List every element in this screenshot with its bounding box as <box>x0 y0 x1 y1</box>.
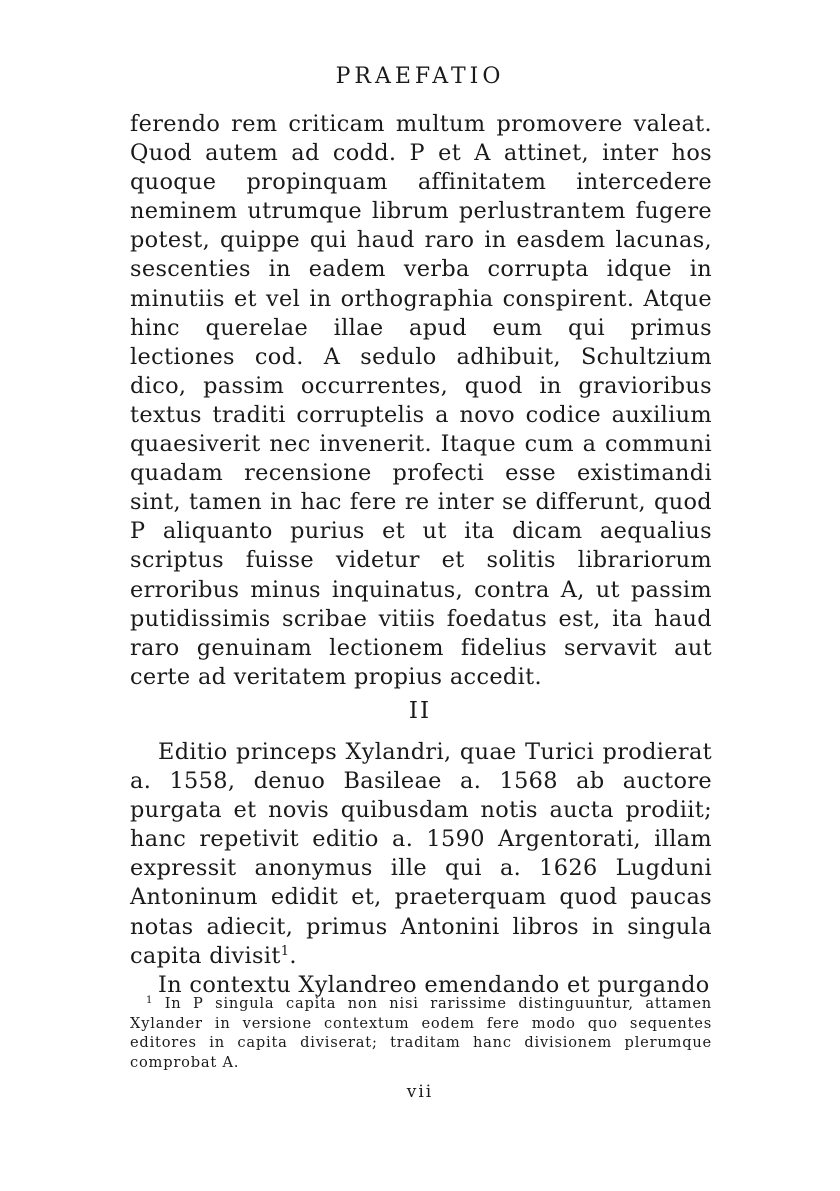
footnote <box>130 994 712 1072</box>
running-head: PRAEFATIO <box>335 64 505 89</box>
section-number: II <box>408 698 432 724</box>
editions-paragraph: Editio princeps Xylandri, quae Turici prodierat a. 1558, denuo Basileae a. 1568 ab auctore purgata et novis quibusdam notis aucta prodiit; hanc repetivit editio a. 1590 Argentorati, illam expressit anonymus ille qui a. 1626 Lugduni Antoninum edidit et, praeterquam quod paucas notas adiecit, primus Antonini libros in singula capita divisit$^1$. <box>130 739 712 969</box>
footnote-number: 1 <box>146 995 154 1006</box>
page-number: vii <box>406 1082 434 1102</box>
paragraph-text: ferendo rem criticam multum promovere valeat. Quod autem ad codd. P et A attinet, inter hos quoque propinquam affinitatem intercedere neminem utrumque librum perlustrantem fugere potest, quippe qui haud raro in easdem lacunas, sescenties in eadem verba corrupta idque in minutiis et vel in orthographia conspirent. Atque hinc querelae illae apud eum qui primus lectiones cod. A sedulo adhibuit, Schultzium dico, passim occurrentes, quod in gravioribus textus traditi corruptelis a novo codice auxilium quaesiverit nec invenerit. Itaque cum a communi quadam recensione profecti esse existimandi sint, tamen in hac fere re inter se differunt, quod P aliquanto purius et ut ita dicam aequalius scriptus fuisse videtur et solitis librariorum erroribus minus inquinatus, contra A, ut passim putidissimis scribae vitiis foedatus est, ita haud raro genuinam lectionem fidelius servavit aut certe ad veritatem propius accedit. <box>130 111 712 690</box>
contextu-paragraph: In contextu Xylandreo emendando et purgando <box>158 971 710 998</box>
paragraph-continuation <box>130 110 712 692</box>
footnote-text: In P singula capita non nisi rarissime distinguuntur, attamen Xylander in versione contextum eodem fere modo quo sequentes editores in capita diviserat; traditam hanc divisionem plerumque comprobat A. <box>130 995 712 1071</box>
editions-paragraph-text: Editio princeps Xylandri, quae Turici prodierat a. 1558, denuo Basileae a. 1568 ab auctore purgata et novis quibusdam notis aucta prodiit; hanc repetivit editio a. 1590 Argentorati, illam expressit anonymus ille qui a. 1626 Lugduni Antoninum edidit et, praeterquam quod paucas notas adiecit, primus Antonini libros in singula capita divisit <box>130 739 712 969</box>
section-body <box>130 738 712 1000</box>
footnote-reference[interactable]: 1 <box>280 943 290 959</box>
